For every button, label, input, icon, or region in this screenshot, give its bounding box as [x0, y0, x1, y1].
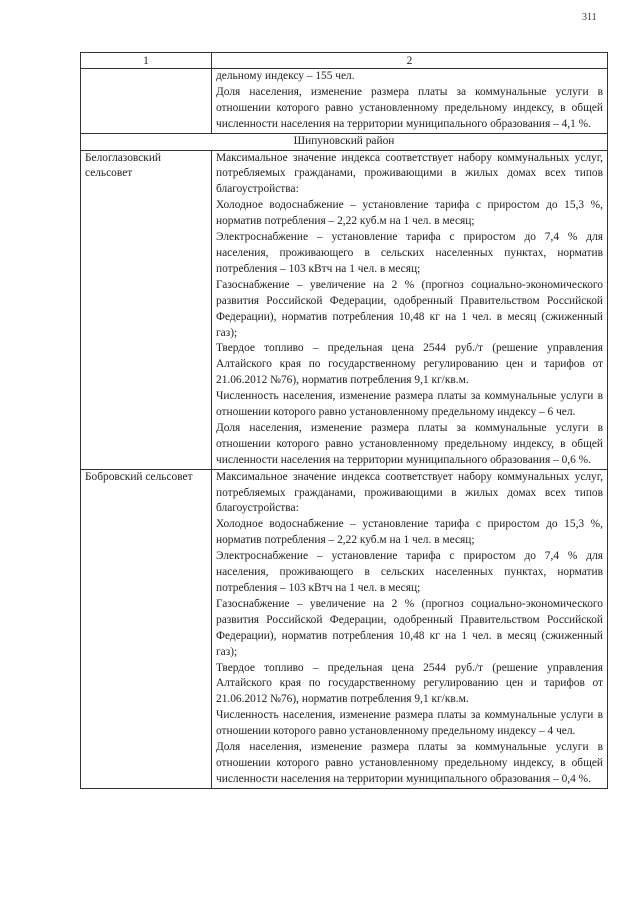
- continued-name-cell: [81, 69, 212, 134]
- municipality-text: [212, 469, 608, 788]
- municipality-name: Белоглазовский сельсовет: [81, 150, 212, 469]
- paragraph: Электроснабжение – установление тарифа с приростом до 7,4 % для населения, проживающего в сельских населенных пунктах, норматив потребления – 103 кВтч на 1 чел. в месяц;: [216, 550, 603, 594]
- paragraph: Максимальное значение индекса соответствует набору коммунальных услуг, потребляемых гражданами, проживающими в жилых домах всех типов благоустройства:: [216, 470, 603, 515]
- paragraph: Твердое топливо – предельная цена 2544 руб./т (решение управления Алтайского края по государственному регулированию цен и тарифов от 21.06.2012 №76), норматив потребления 9,1 кг/кв.м.: [216, 661, 603, 706]
- table-row: [81, 469, 608, 788]
- paragraph: Доля населения, изменение размера платы за коммунальные услуги в отношении которого равно установленному предельному индексу, в общей численности населения на территории муниципального образования – 0,4 %.: [216, 741, 603, 785]
- paragraph: Холодное водоснабжение – установление тарифа с приростом до 15,3 %, норматив потребления – 2,22 куб.м на 1 чел. в месяц;: [216, 199, 603, 228]
- header-col-2: 2: [212, 53, 608, 69]
- header-col-1: 1: [81, 53, 212, 69]
- municipality-name: Бобровский сельсовет: [81, 469, 212, 788]
- paragraph: Газоснабжение – увеличение на 2 % (прогноз социально-экономического развития Российской Федерации, одобренный Правительством Российской Федерации), норматив потребления 10,48 кг на 1 чел. в месяц (сжиженный газ);: [216, 597, 603, 658]
- continued-row: [81, 69, 608, 134]
- paragraph: Электроснабжение – установление тарифа с приростом до 7,4 % для населения, проживающего в сельских населенных пунктах, норматив потребления – 103 кВтч на 1 чел. в месяц;: [216, 231, 603, 275]
- table-row: [81, 150, 608, 469]
- paragraph: Доля населения, изменение размера платы за коммунальные услуги в отношении которого равно установленному предельному индексу, в общей численности населения на территории муниципального образования – 4,1 %.: [216, 85, 603, 130]
- paragraph: Численность населения, изменение размера платы за коммунальные услуги в отношении которого равно установленному предельному индексу – 6 чел.: [216, 390, 603, 419]
- header-row: [81, 53, 608, 69]
- data-table: [80, 52, 608, 789]
- paragraph: Максимальное значение индекса соответствует набору коммунальных услуг, потребляемых гражданами, проживающими в жилых домах всех типов благоустройства:: [216, 151, 603, 196]
- paragraph: Численность населения, изменение размера платы за коммунальные услуги в отношении которого равно установленному предельному индексу – 4 чел.: [216, 709, 603, 738]
- paragraph: Твердое топливо – предельная цена 2544 руб./т (решение управления Алтайского края по государственному регулированию цен и тарифов от 21.06.2012 №76), норматив потребления 9,1 кг/кв.м.: [216, 342, 603, 387]
- continued-text-cell: [212, 69, 608, 134]
- paragraph: Холодное водоснабжение – установление тарифа с приростом до 15,3 %, норматив потребления – 2,22 куб.м на 1 чел. в месяц;: [216, 518, 603, 547]
- paragraph: дельному индексу – 155 чел.: [216, 70, 355, 82]
- municipality-text: [212, 150, 608, 469]
- page-number: 311: [582, 12, 597, 23]
- region-row: [81, 133, 608, 150]
- paragraph: Доля населения, изменение размера платы за коммунальные услуги в отношении которого равно установленному предельному индексу, в общей численности населения на территории муниципального образования – 0,6 %.: [216, 421, 603, 466]
- paragraph: Газоснабжение – увеличение на 2 % (прогноз социально-экономического развития Российской Федерации, одобренный Правительством Российской Федерации), норматив потребления 10,48 кг на 1 чел. в месяц (сжиженный газ);: [216, 278, 603, 339]
- region-title: Шипуновский район: [81, 133, 608, 150]
